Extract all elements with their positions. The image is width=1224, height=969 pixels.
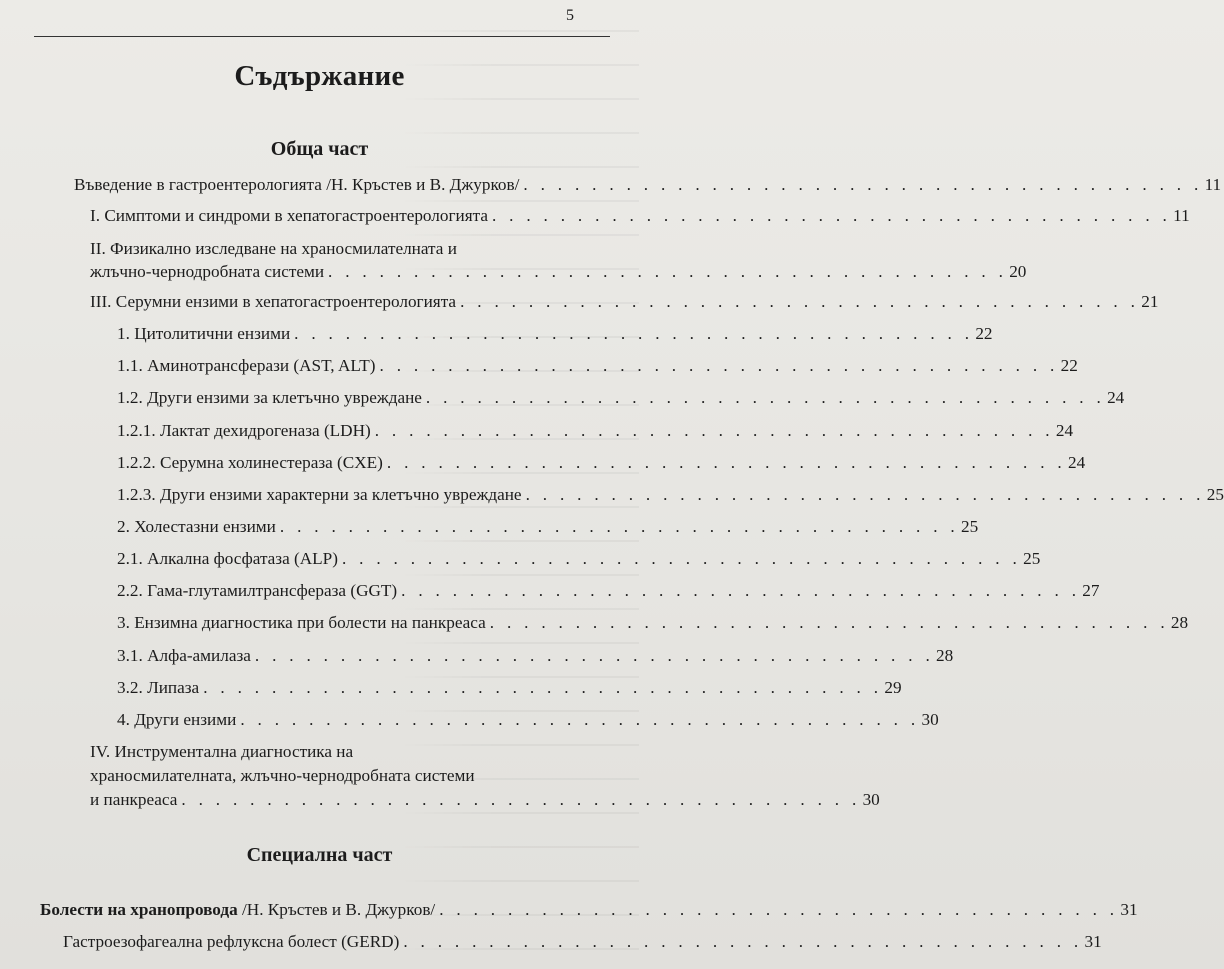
leader-dots: . . . . . . . . . . . . . . . . . . . . . . . . . . . . . . . . . . . . . . . . — [425, 388, 1106, 407]
toc-entry-text — [40, 897, 435, 923]
header-rule — [34, 36, 610, 37]
toc-entry-text: Въведение в гастроентерологията /Н. Кръстев и В. Джурков/ — [74, 175, 520, 194]
toc-page-number: 20 — [1009, 262, 1027, 281]
toc-entry-e3 — [117, 610, 1189, 636]
toc-entry-esophagus — [40, 897, 1138, 923]
toc-entry-e1 — [117, 321, 993, 347]
toc-page-number: 28 — [936, 646, 954, 665]
toc-entry-e2 — [117, 514, 979, 540]
toc-entry-e1-2-1 — [117, 418, 1074, 444]
toc-page-number: 22 — [1060, 356, 1078, 375]
toc-entry-text: 1.2.3. Други ензими характерни за клетъчно увреждане — [117, 485, 522, 504]
toc-entry-e4 — [117, 707, 939, 733]
toc-page-number: 31 — [1120, 900, 1138, 919]
toc-entry-s1 — [90, 203, 1190, 229]
toc-page-number: 30 — [921, 710, 939, 729]
leader-dots: . . . . . . . . . . . . . . . . . . . . . . . . . . . . . . . . . . . . . . . . — [341, 549, 1022, 568]
toc-entry-text: 3. Ензимна диагностика при болести на панкреаса — [117, 613, 486, 632]
toc-page-number: 11 — [1204, 175, 1222, 194]
toc-page-number: 25 — [1206, 485, 1224, 504]
toc-page-number: 29 — [884, 678, 902, 697]
toc-page-number: 22 — [975, 324, 993, 343]
leader-dots: . . . . . . . . . . . . . . . . . . . . . . . . . . . . . . . . . . . . . . . . — [203, 678, 883, 697]
toc-page-number: 28 — [1170, 613, 1189, 632]
toc-page-number: 24 — [1068, 453, 1086, 472]
chapter-title: Болести на хранопровода — [40, 900, 238, 919]
toc-entry-text: 2.1. Алкална фосфатаза (ALP) — [117, 549, 338, 568]
toc-entry-e1-2 — [117, 385, 1125, 411]
leader-dots: . . . . . . . . . . . . . . . . . . . . . . . . . . . . . . . . . . . . . . . . — [491, 206, 1172, 225]
toc-entry-e3-1 — [117, 643, 954, 669]
leader-dots: . . . . . . . . . . . . . . . . . . . . . . . . . . . . . . . . . . . . . . . . — [401, 581, 1081, 600]
toc-entry-intro — [74, 172, 1222, 198]
toc-entry-text: 1.2.1. Лактат дехидрогеназа (LDH) — [117, 421, 371, 440]
toc-page-number: 24 — [1107, 388, 1125, 407]
page-number: 5 — [566, 7, 574, 24]
leader-dots: . . . . . . . . . . . . . . . . . . . . . . . . . . . . . . . . . . . . . . . . — [386, 453, 1067, 472]
toc-entry-text: III. Серумни ензими в хепатогастроентерологията — [90, 292, 457, 311]
toc-page-number: 11 — [1173, 206, 1190, 225]
toc-entry-text: и панкреаса — [90, 790, 178, 809]
leader-dots: . . . . . . . . . . . . . . . . . . . . . . . . . . . . . . . . . . . . . . . . — [374, 421, 1054, 440]
section-heading-general: Обща част — [270, 138, 369, 160]
leader-dots: . . . . . . . . . . . . . . . . . . . . . . . . . . . . . . . . . . . . . . . . — [328, 262, 1008, 281]
leader-dots: . . . . . . . . . . . . . . . . . . . . . . . . . . . . . . . . . . . . . . . . — [254, 646, 935, 665]
toc-entry-e1-1 — [117, 353, 1078, 379]
toc-entry-s3 — [90, 289, 1159, 315]
toc-page-number: 25 — [1023, 549, 1041, 568]
toc-entry-s2 — [90, 259, 1027, 285]
toc-entry-text: 2.2. Гама-глутамилтрансфераза (GGT) — [117, 581, 398, 600]
leader-dots: . . . . . . . . . . . . . . . . . . . . . . . . . . . . . . . . . . . . . . . . — [525, 485, 1205, 504]
toc-page-number: 30 — [862, 790, 880, 809]
leader-dots: . . . . . . . . . . . . . . . . . . . . . . . . . . . . . . . . . . . . . . . . — [489, 613, 1169, 632]
leader-dots: . . . . . . . . . . . . . . . . . . . . . . . . . . . . . . . . . . . . . . . . — [379, 356, 1059, 375]
toc-entry-text: 1.2. Други ензими за клетъчно увреждане — [117, 388, 422, 407]
leader-dots: . . . . . . . . . . . . . . . . . . . . . . . . . . . . . . . . . . . . . . . . — [181, 790, 861, 809]
leader-dots: . . . . . . . . . . . . . . . . . . . . . . . . . . . . . . . . . . . . . . . . — [439, 900, 1119, 919]
toc-entry-s4-line2: храносмилателната, жлъчно-чернодробната системи — [90, 766, 475, 785]
toc-page-number: 21 — [1141, 292, 1159, 311]
toc-entry-e2-2 — [117, 578, 1100, 604]
toc-entry-gerd — [63, 929, 1102, 955]
toc-entry-e2-1 — [117, 546, 1041, 572]
toc-page-number: 31 — [1084, 932, 1102, 951]
toc-entry-text: 3.1. Алфа-амилаза — [117, 646, 251, 665]
toc-entry-text: I. Симптоми и синдроми в хепатогастроентерологията — [90, 206, 488, 225]
toc-entry-text: 1.1. Аминотрансферази (AST, ALT) — [117, 356, 376, 375]
toc-entry-text: 3.2. Липаза — [117, 678, 200, 697]
toc-page-number: 27 — [1082, 581, 1100, 600]
toc-entry-text: 2. Холестазни ензими — [117, 517, 276, 536]
toc-entry-text: 4. Други ензими — [117, 710, 237, 729]
leader-dots: . . . . . . . . . . . . . . . . . . . . . . . . . . . . . . . . . . . . . . . . — [294, 324, 974, 343]
toc-entry-e3-2 — [117, 675, 902, 701]
leader-dots: . . . . . . . . . . . . . . . . . . . . . . . . . . . . . . . . . . . . . . . . — [523, 175, 1203, 194]
toc-entry-text: 1. Цитолитични ензими — [117, 324, 291, 343]
page-title: Съдържание — [234, 60, 405, 92]
toc-entry-text: жлъчно-чернодробната системи — [90, 262, 325, 281]
toc-page-number: 25 — [961, 517, 979, 536]
leader-dots: . . . . . . . . . . . . . . . . . . . . . . . . . . . . . . . . . . . . . . . . — [279, 517, 960, 536]
leader-dots: . . . . . . . . . . . . . . . . . . . . . . . . . . . . . . . . . . . . . . . . — [240, 710, 920, 729]
chapter-authors: /Н. Кръстев и В. Джурков/ — [237, 900, 436, 919]
leader-dots: . . . . . . . . . . . . . . . . . . . . . . . . . . . . . . . . . . . . . . . . — [460, 292, 1140, 311]
toc-entry-s4-line1: IV. Инструментална диагностика на — [90, 742, 354, 761]
toc-entry-text: 1.2.2. Серумна холинестераза (CXE) — [117, 453, 383, 472]
toc-entry-e1-2-2 — [117, 450, 1086, 476]
section-heading-special: Специална част — [246, 844, 393, 866]
toc-page-number: 24 — [1055, 421, 1074, 440]
toc-entry-s4 — [90, 787, 880, 813]
toc-entry-text: Гастроезофагеална рефлуксна болест (GERD) — [63, 932, 400, 951]
leader-dots: . . . . . . . . . . . . . . . . . . . . . . . . . . . . . . . . . . . . . . . . — [403, 932, 1083, 951]
toc-entry-s2-line1: II. Физикално изследване на храносмилателната и — [90, 239, 457, 258]
toc-entry-e1-2-3 — [117, 482, 1224, 508]
